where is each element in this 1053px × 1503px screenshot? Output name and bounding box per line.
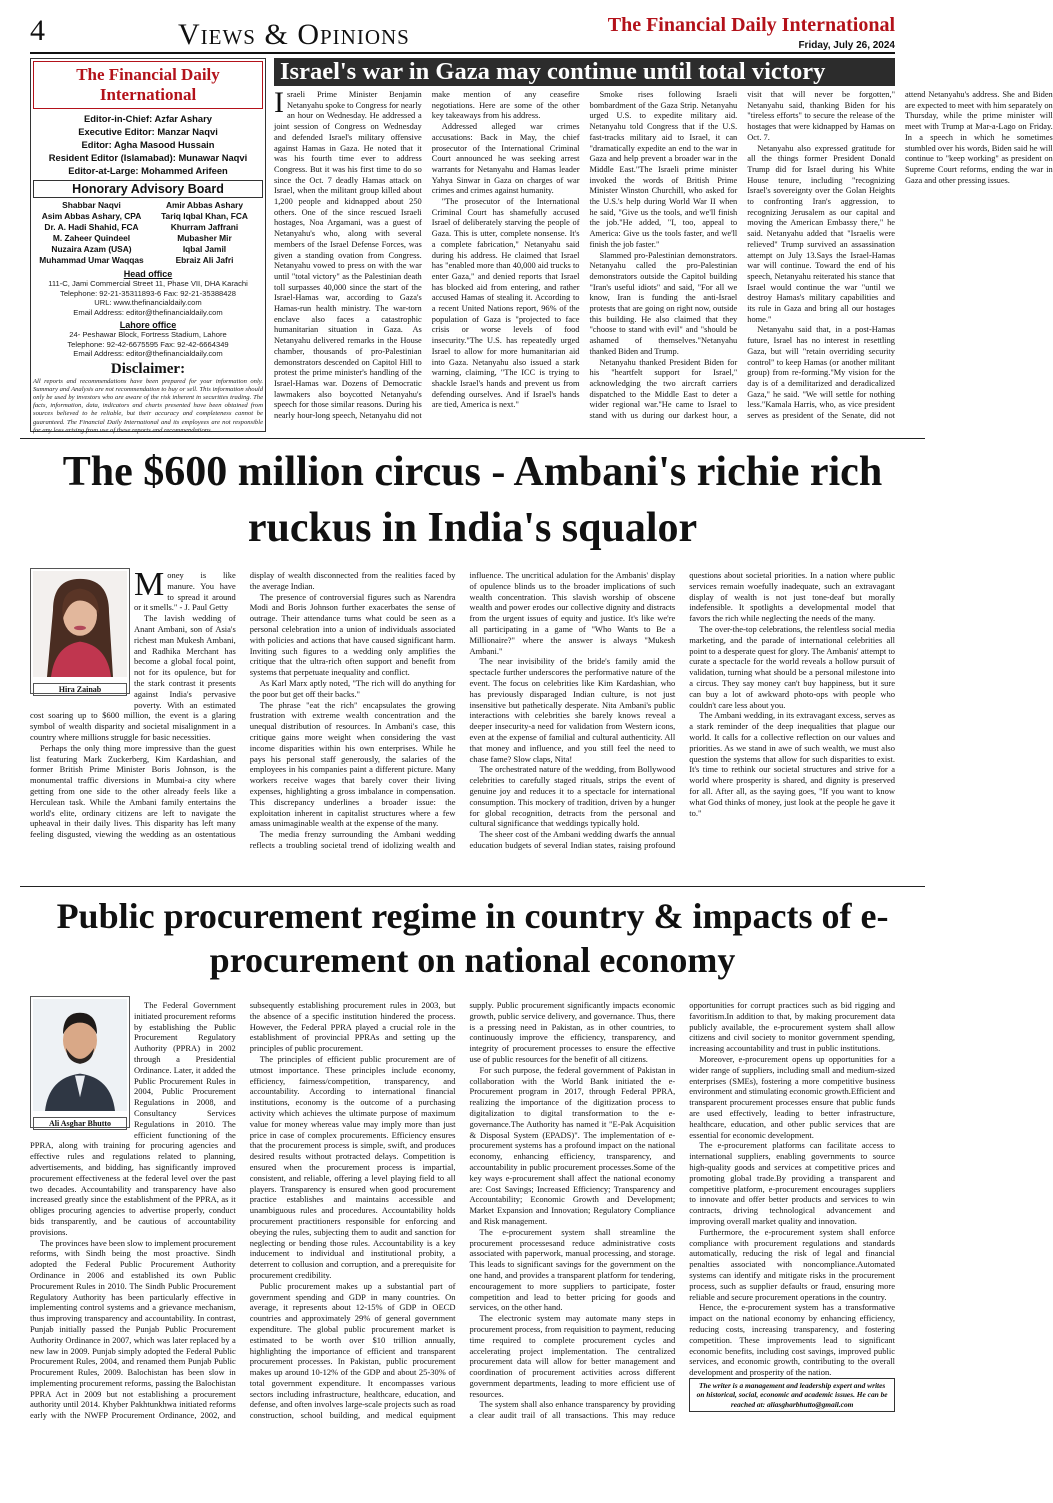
head-office-title: Head office xyxy=(123,269,173,279)
advisor-name: Shabbar Naqvi xyxy=(62,200,121,210)
procurement-article-body xyxy=(30,1000,895,1500)
advisor-name: Ebraiz Ali Jafri xyxy=(175,255,234,265)
section-divider xyxy=(20,438,925,439)
staff-line: Resident Editor (Islamabad): Munawar Naqvi xyxy=(48,152,248,163)
advisor-name: Iqbal Jamil xyxy=(182,244,227,254)
article-paragraph: Moreover, e-procurement opens up opportunities for a wider range of suppliers, including small and medium-sized enterprises (SMEs), fostering a more competitive business environment and stimulating economic growth.Efficient and transparent procurement processes ensure that public funds are used effectively, leading to better infrastructure, healthcare, education, and other public services that are essential for economic development. xyxy=(689,1053,895,1140)
paper-date: Friday, July 26, 2024 xyxy=(798,40,895,51)
lahore-office-title: Lahore office xyxy=(119,320,177,330)
procurement-headline: Public procurement regime in country & impacts of e-procurement on national economy xyxy=(56,896,889,980)
paper-name: The Financial Daily International xyxy=(607,14,895,36)
author-bio: The writer is a management and leadership expert and writes on historical, social, economic and academic issues. He can be reached at: aliasgharbhutto@gmail.com xyxy=(689,1378,895,1412)
article-paragraph: The principles of efficient public procurement are of utmost importance. These principles include economy, efficiency, fairness/competition, transparency, and accountability. According to international financial institutions, economy is the outcome of a purchasing activity which achieves the ultimate purpose of maximum value for money whereas value may imply more than just price in case of complex procurements. Efficiency ensures that the procurement process is simple, swift, and produces desired results without protracted delays. Competition is ensured when the procurement process is impartial, consistent, and reliable, offering a level playing field to all players. Transparency is ensured when good procurement practice establishes and maintains accessible and unambiguous rules and procedures. Accountability holds procurement practitioners responsible for enforcing and obeying the rules, subjecting them to audit and sanction for neglecting or bending those rules. Accountability is a key inducement to individual and institutional probity, a deterrent to collusion and corruption, and a prerequisite for procurement credibility. xyxy=(249,1053,456,1280)
article-paragraph: The provinces have been slow to implement procurement reforms, with Sindh being the most proactive. Sindh adopted the Federal Public Procurement Authority Ordinance in 2006 and established its own Public Procurement Rules in 2010. The Sindh Public Procurement Regulatory Authority has been particularly effective in implementing control systems and a grievance mechanism, thus improving transparency and accountability. In contrast, Punjab initially passed the Punjab Public Procurement Authority Ordinance in 2007, which was later replaced by a new law in 2009. Punjab simply adopted the Federal Public Procurement Rules, 2004, and renamed them Punjab Public Procurement Rules, 2009. Balochistan has been slow in implementing procurement reforms, passing the Balochistan PPRA Act in 2009 but not establishing a procurement authority until 2014. Khyber Pakhtunkhwa initiated reforms early with the NWFP Procurement Ordinance, 2002, and subsequently establishing procurement rules in 2003, but the absence of a specific institution hindered the process. However, the Federal PPRA played a crucial role in the establishment of provincial PPRAs and setting up the principles of public procurement. xyxy=(30,1000,456,1421)
article-paragraph: Slammed pro-Palestinian demonstrators. Netanyahu called the pro-Palestinian demonstrators outside the Capitol building "Iran's useful idiots" and said, "For all we know, Iran is funding the anti-Israel protests that are going on right now, outside this building. He also claimed that they "choose to stand with evil" and "should be ashamed of themselves."Netanyahu thanked Biden and Trump. xyxy=(589,250,738,356)
disclaimer-title: Disclaimer: xyxy=(110,360,186,377)
article-paragraph: For such purpose, the federal government of Pakistan in collaboration with the World Bank initiated the e-Procurement program in 2017, through Federal PPRA, realizing the importance of the digitization process to digitalization to digital transformation to the e-governance.The Authority has named it "E-Pak Acquisition & Disposal System (EPADS)". The implementation of e-procurement systems has a profound impact on the national economy, enhancing efficiency, transparency, and accountability in public procurement processes.Some of the key ways e-procurement shall affect the national economy are: Cost Savings; Increased Efficiency; Transparency and Accountability; Economic Growth and Development; Market Expansion and Innovation; Regulatory Compliance and Risk management. xyxy=(469,1064,676,1226)
advisory-board-title: Honorary Advisory Board xyxy=(33,180,263,198)
article-paragraph: Public procurement makes up a substantial part of government spending and GDP in many countries. On average, it represents about 12-15% of GDP in OECD countries and approximately 29% of general government expenditure. The global public procurement market is estimated to be worth over $10 trillion annually, highlighting the importance of efficient and transparent procurement processes. In Pakistan, public procurement makes up around 10-12% of the GDP and about 25-30% of total government expenditure. It encompasses various sectors including infrastructure, healthcare, education, and defense, and often involves large-scale projects such as road construction, school building, and medical equipment supply. Public procurement significantly impacts economic growth, public service delivery, and governance. Thus, there is a pressing need in Pakistan, as in other countries, to continuously improve the efficiency, transparency, and integrity of procurement processes to ensure the effective use of public resources for the benefit of all citizens. xyxy=(249,1000,676,1421)
ambani-headline: The $600 million circus - Ambani's richie rich ruckus in India's squalor xyxy=(62,449,883,551)
section-title: Views & Opinions xyxy=(178,18,410,51)
article-paragraph: sraeli Prime Minister Benjamin Netanyahu spoke to Congress for nearly an hour on Wednesday. He addressed a joint session of Congress on Wednesday and defended Israel's military offensive against Hamas in Gaza. He noted that it was his fourth time ever to address Congress. But it was his first time to do so since the Oct. 7 deadly Hamas attack on Israel, when the militant group killed about 1,200 people and kidnapped about 250 others. One of the since rescued Israeli hostages, Noa Argamani, was a guest of Netanyahu's who, along with several members of the Israel Defense Forces, was given a standing ovation from Congress. Netanyahu vowed to press on with the war until "total victory" as the Palestinian death toll surpasses 40,000 since the start of the Israel-Hamas war, according to Gaza's Hamas-run health ministry. The war-torn enclave also faces a catastrophic humanitarian situation in Gaza. As Netanyahu delivered remarks in the House chamber, thousands of pro-Palestinian demonstrators descended on Capitol Hill to protest the prime minister's handling of the Israel-Hamas war. Dozens of Democratic lawmakers also boycotted Netanyahu's speech for those similar reasons. During his nearly hour-long speech, Netanyahu did not make mention of any ceasefire negotiations. Here are some of the other key takeaways from his address. xyxy=(274,90,580,421)
photo-spacer xyxy=(30,570,130,708)
article-paragraph: The e-procurement system shall streamline the procurement processesand reduce administrative costs associated with paperwork, manual processing, and storage. This leads to significant savings for the government on the one hand, and provides a transparent platform for tendering, encouragement to more suppliers to participate, foster competition and lead to better pricing for goods and services, on the other hand. xyxy=(469,1226,676,1313)
dropcap: M xyxy=(134,566,165,603)
advisory-column-left xyxy=(35,200,148,266)
advisor-name: Khurram Jaffrani xyxy=(170,222,239,232)
article-paragraph: The sheer cost of the Ambani wedding dwarfs the annual education budgets of several Indian states, raising profound questions about societal priorities. In a nation where public services remain woefully inadequate, such an extravagant display of wealth is not just tone-deaf but morally indefensible. It spotlights a developmental model that favors the rich while neglecting the needs of the many. xyxy=(469,570,895,850)
head-office-line: Email Address: editor@thefinancialdaily.com xyxy=(73,307,223,317)
article-paragraph: As Karl Marx aptly noted, "The rich will do anything for the poor but get off their backs." xyxy=(249,677,456,699)
lahore-office-line: 24- Peshawar Block, Fortress Stadium, Lahore xyxy=(69,330,227,339)
article-paragraph: The presence of controversial figures such as Narendra Modi and Boris Johnson further exacerbates the sense of outrage. Their attendance turns what could be seen as a personal celebration into a union of individuals associated with policies and actions that have caused significant harm. Inviting such figures to a wedding only amplifies the critique that the ultra-rich often support and benefit from systems that perpetuate inequality and conflict. xyxy=(249,591,456,678)
article-paragraph: Addressed alleged war crimes accusations: Back in May, the chief prosecutor of the International Criminal Court announced he was seeking arrest warrants for Netanyahu and Hamas leader Yahya Sinwar in Gaza on charges of war crimes and crimes against humanity. xyxy=(431,122,580,196)
article-paragraph: The over-the-top celebrations, the relentless social media marketing, and the parade of international celebrities all point to a desperate quest for glory. The Ambanis' attempt to curate a spectacle for the world reveals a hollow pursuit of validation, turning what should be a personal milestone into a circus. They say money can't buy happiness, but it sure can buy a lot of awkward photo-ops with people who couldn't care less about you. xyxy=(689,623,895,710)
article-paragraph: The lavish wedding of Anant Ambani, son of Asia's richest man Mukesh Ambani, and Radhika Merchant has become a global focal point, not for its opulence, but for the stark contrast it presents against India's pervasive poverty. With an estimated cost soaring up to $600 million, the event is a glaring symbol of wealth disparity and societal misalignment in a country where millions struggle for basic necessities. xyxy=(30,613,236,742)
advisor-name: Tariq Iqbal Khan, FCA xyxy=(161,211,248,221)
article-paragraph: "The prosecutor of the International Criminal Court has shamefully accused Israel of deliberately starving the people of Gaza. This is utter, complete nonsense. It's a complete fabrication," Netanyahu said during his address. He claimed that Israel has "enabled more than 40,000 aid trucks to enter Gaza," and denied reports that Israel has blocked aid from entering, and rather accused Hamas of stealing it. According to a recent United Nations report, 96% of the population of Gaza is "projected to face crisis or worse levels of food insecurity."The U.S. has repeatedly urged Israel to allow for more humanitarian aid into Gaza. Netanyahu also issued a stark warning, claiming, "The ICC is trying to shackle Israel's hands and prevent us from defending ourselves. And if Israel's hands are tied, America is next." xyxy=(431,197,580,410)
ambani-article-body xyxy=(30,566,895,878)
article-paragraph: Perhaps the only thing more impressive than the guest list featuring Mark Zuckerberg, Kim Kardashian, and former British Prime Minister Boris Johnson, is the monumental traffic diversions in Mumbai-a city where getting from one side to the other already feels like a Herculean task. While the Ambani family entertains the world's elite, ordinary citizens are left to navigate the upheaval in their daily lives. This disparity has left many feeling disgusted, viewing the wedding as an ostentatious display of wealth disconnected from the realities faced by the average Indian. xyxy=(30,570,456,840)
article-paragraph: The Federal Government initiated procurement reforms by establishing the Public Procurement Regulatory Authority (PPRA) in 2002 through a Presidential Ordinance. Later, it added the Public Procurement Rules in 2004, Public Procurement Regulations in 2008, and Consultancy Services Regulations in 2010. The efficient functioning of the PPRA, along with training for procuring agencies and effective rules and regulations related to planning, advertisements, and bidding, has significantly improved procurement effectiveness at the federal level over the past two decades. Accountability and transparency have also increased greatly since the establishment of the PPRA, as it obliges procuring agencies to advertise properly, conduct bids transparently, and be cautious of accountability provisions. xyxy=(30,1000,236,1237)
head-office-line: URL: www.thefinancialdaily.com xyxy=(94,298,202,307)
author-caption: Ali Asghar Bhutto xyxy=(33,1117,127,1130)
article-paragraph: Smoke rises following Israeli bombardment of the Gaza Strip. Netanyahu urged U.S. to expedite military aid. Netanyahu told Congress that if the U.S. fast-tracks military aid to Israel, it can "dramatically expedite an end to the war in Gaza and help prevent a broader war in the Middle East."The Israeli prime minister invoked the words of British Prime Minister Winston Churchill, who asked for the U.S.'s help during World War II when he said, "Give us the tools, and we'll finish the job."He added, "I, too, appeal to America: Give us the tools faster, and we'll finish the job faster." xyxy=(589,90,738,249)
author-caption: Hira Zainab xyxy=(33,683,127,696)
header-rule xyxy=(30,52,895,54)
staff-line: Executive Editor: Manzar Naqvi xyxy=(78,126,218,137)
article-paragraph: The Ambani wedding, in its extravagant excess, serves as a stark reminder of the deep inequalities that plague our world. It calls for a collective reflection on our values and priorities. As we stand in awe of such wealth, we must also question the systems that allow for such disparities to exist. It's time to rethink our societal structures and strive for a world where prosperity is shared, and dignity is preserved for all. After all, as the saying goes, "If you want to know what God thinks of money, just look at the people he gave it to." xyxy=(689,710,895,818)
masthead-box xyxy=(30,58,266,432)
article-paragraph: Furthermore, the e-procurement system shall enforce compliance with procurement regulations and standards automatically, reducing the risk of legal and financial penalties associated with noncompliance.Automated systems can identify and mitigate risks in the procurement process, such as supplier defaults or fraud, ensuring more reliable and secure procurement operations in the country. xyxy=(689,1226,895,1302)
advisory-board xyxy=(33,200,263,266)
article-paragraph: The electronic system may automate many steps in procurement process, from requisition to payment, reducing time required to complete procurement cycles and accelerating project implementation. The centralized procurement data will allow for better management and coordination of procurement activities across different government departments, leading to more efficient use of resources. xyxy=(469,1313,676,1399)
head-office-line: Telephone: 92-21-35311893-6 Fax: 92-21-35388428 xyxy=(60,288,236,298)
page-number: 4 xyxy=(30,14,45,47)
article-paragraph: The e-procurement platforms can facilitate access to international suppliers, enabling governments to source high-quality goods and services at competitive prices and promoting global trade.By providing a transparent and competitive platform, e-procurement encourages suppliers to innovate and offer better products and services to win contracts, driving technological advancement and improving overall market quality and innovation. xyxy=(689,1140,895,1226)
israel-headline: Israel's war in Gaza may continue until total victory xyxy=(274,58,895,86)
disclaimer-text: All reports and recommendations have been prepared for your information only. Summary and Analysis are not recommendation to buy or sell. This information should only be used by investors who are aware of the risk inherent in securities trading. The facts, information, data, indicators and charts presented have been obtained from sources believed to be reliable, but their accuracy and completeness cannot be guaranteed. The Financial Daily International and its employees are not responsible for any loss arising from use of these reports and recommendations. xyxy=(33,377,263,434)
article-paragraph: The system shall also enhance transparency by providing a clear audit trail of all transactions. This may reduce opportunities for corrupt practices such as bid rigging and favoritism.In addition to that, by making procurement data publicly available, the e-procurement system shall allow citizens and civil society to monitor government spending, increasing accountability and trust in public institutions. xyxy=(469,1000,895,1421)
article-paragraph: Netanyahu also expressed gratitude for all the things former President Donald Trump did for Israel during his White House tenure, including "recognizing Israel's sovereignty over the Golan Heights to confronting Iran's aggression, to recognizing Jerusalem as our capital and moving the American Embassy there," he said. Netanyahu added that "Israelis were relieved" Trump survived an assassination attempt on July 13.Says the Israel-Hamas war will continue. Toward the end of his speech, Netanyahu reiterated his stance that Israel would continue the war "until we destroy Hamas's military capabilities and its rule in Gaza and bring all our hostages home." xyxy=(747,143,895,324)
advisor-name: Nuzaira Azam (USA) xyxy=(51,244,132,254)
advisor-name: M. Zaheer Quindeel xyxy=(52,233,131,243)
dropcap: I xyxy=(274,86,284,119)
article-paragraph: Netanyahu thanked President Biden for his "heartfelt support for Israel," acknowledging the two aircraft carriers dispatched to the Middle East to deter a wider regional war."He came to Israel to stand with us during our darkest hour, a visit that will never be forgotten," Netanyahu said, thanking Biden for his "tireless efforts" to secure the release of the hostages that were kidnapped by Hamas on Oct. 7. xyxy=(589,90,895,421)
staff-line: Editor-at-Large: Mohammed Arifeen xyxy=(68,165,228,176)
head-office-line: 111-C, Jami Commercial Street 11, Phase VII, DHA Karachi xyxy=(48,279,248,288)
article-paragraph: oney is like manure. You have to spread it around or it smells." - J. Paul Getty xyxy=(134,570,236,613)
section-divider xyxy=(20,886,925,887)
staff-line: Editor: Agha Masood Hussain xyxy=(81,139,215,150)
article-paragraph: Hence, the e-procurement system has a transformative impact on the national economy by enhancing efficiency, reducing costs, increasing transparency, and fostering competition. These improvements lead to significant economic benefits, including cost savings, improved public services, and economic growth, contributing to the overall development and prosperity of the nation. xyxy=(689,1302,895,1378)
article-paragraph: The near invisibility of the bride's family amid the spectacle further underscores the performative nature of the event. The focus on celebrities like Kim Kardashian, who has previously disparaged Indian culture, is not just insensitive but pathetically desperate. Nita Ambani's public interactions with celebrities she barely knows reveal a deeper insecurity-a need for validation from Western icons, even at the expense of familial and cultural authenticity. All that money and influence, and you still feel the need to chase fame? Slow claps, Nita! xyxy=(469,656,676,764)
advisor-name: Mubasher Mir xyxy=(177,233,232,243)
advisor-name: Amir Abbas Ashary xyxy=(165,200,244,210)
article-paragraph: The phrase "eat the rich" encapsulates the growing frustration with extreme wealth concentration and the unequal distribution of resources. In Ambani's case, this critique gains more weight when considering the vast income disparities within his own enterprises. While he pays his personal staff generously, the salaries of the employees in his companies paint a different picture. Many workers receive wages that barely cover their living expenses, highlighting a gross imbalance in compensation. This discrepancy underlines a broader issue: the exploitation inherent in capitalist structures where a few amass unimaginable wealth at the expense of the many. xyxy=(249,699,456,829)
advisor-name: Asim Abbas Ashary, CPA xyxy=(41,211,142,221)
article-paragraph: The orchestrated nature of the wedding, from Bollywood celebrities to carefully staged rituals, strips the event of genuine joy and reduces it to a spectacle for international consumption. This mockery of tradition, driven by a hunger for global recognition, detracts from the personal and cultural significance that weddings typically hold. xyxy=(469,764,676,829)
lahore-office-line: Telephone: 92-42-6675595 Fax: 92-42-6664349 xyxy=(67,339,229,349)
advisor-name: Muhammad Umar Waqqas xyxy=(39,255,144,265)
article-paragraph: Netanyahu said that, in a post-Hamas future, Israel has no interest in resettling Gaza, but will "retain overriding security control" to keep Hamas (or another militant group) from re-forming."My vision for the day is of a demilitarized and deradicalized Gaza," he said. "We will settle for nothing less."Kamala Harris, who, as vice president serves as president of the Senate, did not attend Netanyahu's address. She and Biden are expected to meet with him separately on Thursday, while the prime minister will meet with Trump at Mar-a-Lago on Friday. In a speech in which he sometimes stumbled over his words, Biden said he will continue to "keep working" as president on Supreme Court reforms, ending the war in Gaza and other pressing issues. xyxy=(747,90,1053,421)
advisor-name: Dr. A. Hadi Shahid, FCA xyxy=(44,222,139,232)
photo-spacer xyxy=(30,1000,130,1138)
staff-line: Editor-in-Chief: Azfar Ashary xyxy=(84,113,212,124)
lahore-office-line: Email Address: editor@thefinancialdaily.com xyxy=(73,349,223,358)
article-paragraph: The media frenzy surrounding the Ambani wedding reflects a troubling societal trend of idolizing wealth and influence. The uncritical adulation for the Ambanis' display of opulence blinds us to the broader implications of such wealth concentration. This slavish worship of obscene wealth and power erodes our collective dignity and distracts from the urgent issues of equity and justice. It's like we're all participating in a game of "Who Wants to Be a Millionaire?" where the answer is always "Mukesh Ambani." xyxy=(249,570,676,850)
advisory-column-right xyxy=(148,200,261,266)
israel-article-body xyxy=(274,86,1053,430)
masthead-logo: The Financial Daily International xyxy=(33,61,263,109)
